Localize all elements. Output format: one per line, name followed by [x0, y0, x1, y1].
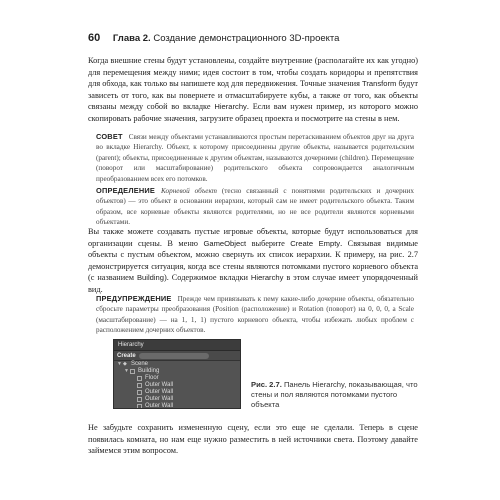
hierarchy-rows	[114, 361, 240, 409]
paragraph-save-scene: Не забудьте сохранить измененную сцену, если это еще не сделали. Теперь в сцене появилась комната, но нам еще нужно разместить в ней источники света. Поэтому давайте займемся этим вопросом.	[88, 423, 418, 455]
term-hierarchy: Hierarchy	[214, 102, 247, 111]
hierarchy-row-label: Building	[138, 368, 160, 374]
hierarchy-toolbar	[114, 351, 240, 361]
gameobject-cube-icon	[137, 404, 142, 409]
expand-triangle-icon[interactable]: ▼	[124, 368, 129, 374]
definition-term: Корневой объект	[161, 187, 217, 195]
hierarchy-row-label: Outer Wall	[145, 396, 174, 402]
tip-text: Связи между объектами устанавливаются простым перетаскиванием объектов друг на друга во вкладке Hierarchy. Объект, к которому присоединены другие объекты, называется родительским (parent); объекты, присоединенные к другим объектам, называются дочерними (children). Перемещение (поворот или масштабирование) родительского объекта сопровождается аналогичным преобразованием всех его потомков.	[96, 133, 414, 183]
term-hierarchy-2: Hierarchy	[250, 273, 284, 282]
paragraph-walls: Когда внешние стены будут установлены, создайте внутренние (располагайте их как угодно) для перемещения между ними; идея состоит в том, чтобы создать коридоры и препятствия для обхода, как только вы напишете код для передвижения. Точные значения Transform будут зависеть от того, как вы повернете и отмасштабируете кубы, а также от того, как объекты связаны между собой во вкладке Hierarchy. Если вам нужен пример, из которого можно скопировать рабочие значения, загрузите образец проекта и посмотрите на стены в нем.	[88, 56, 418, 123]
definition-tag: ОПРЕДЕЛЕНИЕ	[96, 186, 156, 195]
term-transform: Transform	[362, 79, 397, 88]
figure-caption	[251, 380, 426, 410]
page-number: 60	[88, 32, 101, 44]
hierarchy-row-label: Outer Wall	[145, 403, 174, 409]
hierarchy-tab[interactable]: Hierarchy	[118, 342, 144, 348]
hierarchy-row-label: Scene	[131, 361, 149, 367]
hierarchy-tabbar	[114, 340, 240, 351]
term-create-empty: Create Empty	[290, 238, 341, 248]
hierarchy-row[interactable]	[114, 382, 240, 389]
hierarchy-row-label: Outer Wall	[145, 382, 174, 388]
create-button[interactable]: Create	[117, 352, 136, 359]
figure-caption-text: Панель Hierarchy, показывающая, что стены и пол являются потомками пустого объекта	[251, 380, 418, 409]
gameobject-cube-icon	[137, 397, 142, 402]
hierarchy-row-label: Outer Wall	[145, 389, 174, 395]
chapter-title: Создание демонстрационного 3D-проекта	[153, 33, 340, 44]
figure-label: Рис. 2.7.	[251, 380, 282, 389]
hierarchy-panel-figure	[113, 339, 241, 409]
running-header	[88, 32, 418, 44]
definition-note	[96, 186, 414, 228]
hierarchy-row-label: Floor	[145, 375, 159, 381]
paragraph-empty-objects: Вы также можете создавать пустые игровые объекты, которые будут использоваться для организации сцены. В меню GameObject выберите Create Empty. Связывая видимые объекты с пустым объектом, можно свернуть их список иерархии. К примеру, на рис. 2.7 демонстрируется ситуация, когда все стены являются потомками пустого корневого объекта (с названием Building). Содержимое вкладки Hierarchy в этом случае имеет упорядоченный вид.	[88, 227, 418, 294]
gameobject-cube-icon	[130, 369, 135, 374]
definition-text: (тесно связанный с понятиями родительских и дочерних объектов) — это объект в основании иерархии, который сам не имеет родительского объекта. Таким образом, все корневые объекты являются родителями, но не все родители являются корневыми объектами.	[96, 187, 414, 227]
gameobject-cube-icon	[137, 390, 142, 395]
gameobject-cube-icon	[137, 376, 142, 381]
warning-tag: ПРЕДУПРЕЖДЕНИЕ	[96, 294, 172, 303]
expand-triangle-icon[interactable]: ▼	[117, 361, 122, 367]
tip-note	[96, 132, 414, 184]
hierarchy-search-input[interactable]	[139, 353, 209, 359]
term-gameobject: GameObject	[203, 238, 247, 248]
hierarchy-row[interactable]	[114, 389, 240, 396]
warning-note	[96, 294, 414, 336]
warning-text: Прежде чем привязывать к пему какие-либо дочерние объекты, обязательно сбросьте параметры преобразования (Position (расположение) и Rotation (поворот) на 0, 0, 0, a Scale (масштабирование) — на 1, 1, 1) пустого корневого объекта, чтобы избежать любых проблем с расположением дочерних объектов.	[96, 295, 414, 335]
gameobject-cube-icon	[137, 383, 142, 388]
tip-tag: СОВЕТ	[96, 132, 123, 141]
unity-scene-icon: ◆	[123, 361, 127, 367]
hierarchy-row[interactable]	[114, 396, 240, 403]
hierarchy-row[interactable]	[114, 368, 240, 375]
hierarchy-row[interactable]	[114, 375, 240, 382]
chapter-label: Глава 2.	[112, 33, 151, 44]
term-building: Building	[136, 273, 165, 282]
hierarchy-row[interactable]	[114, 403, 240, 409]
hierarchy-row[interactable]	[114, 361, 240, 368]
